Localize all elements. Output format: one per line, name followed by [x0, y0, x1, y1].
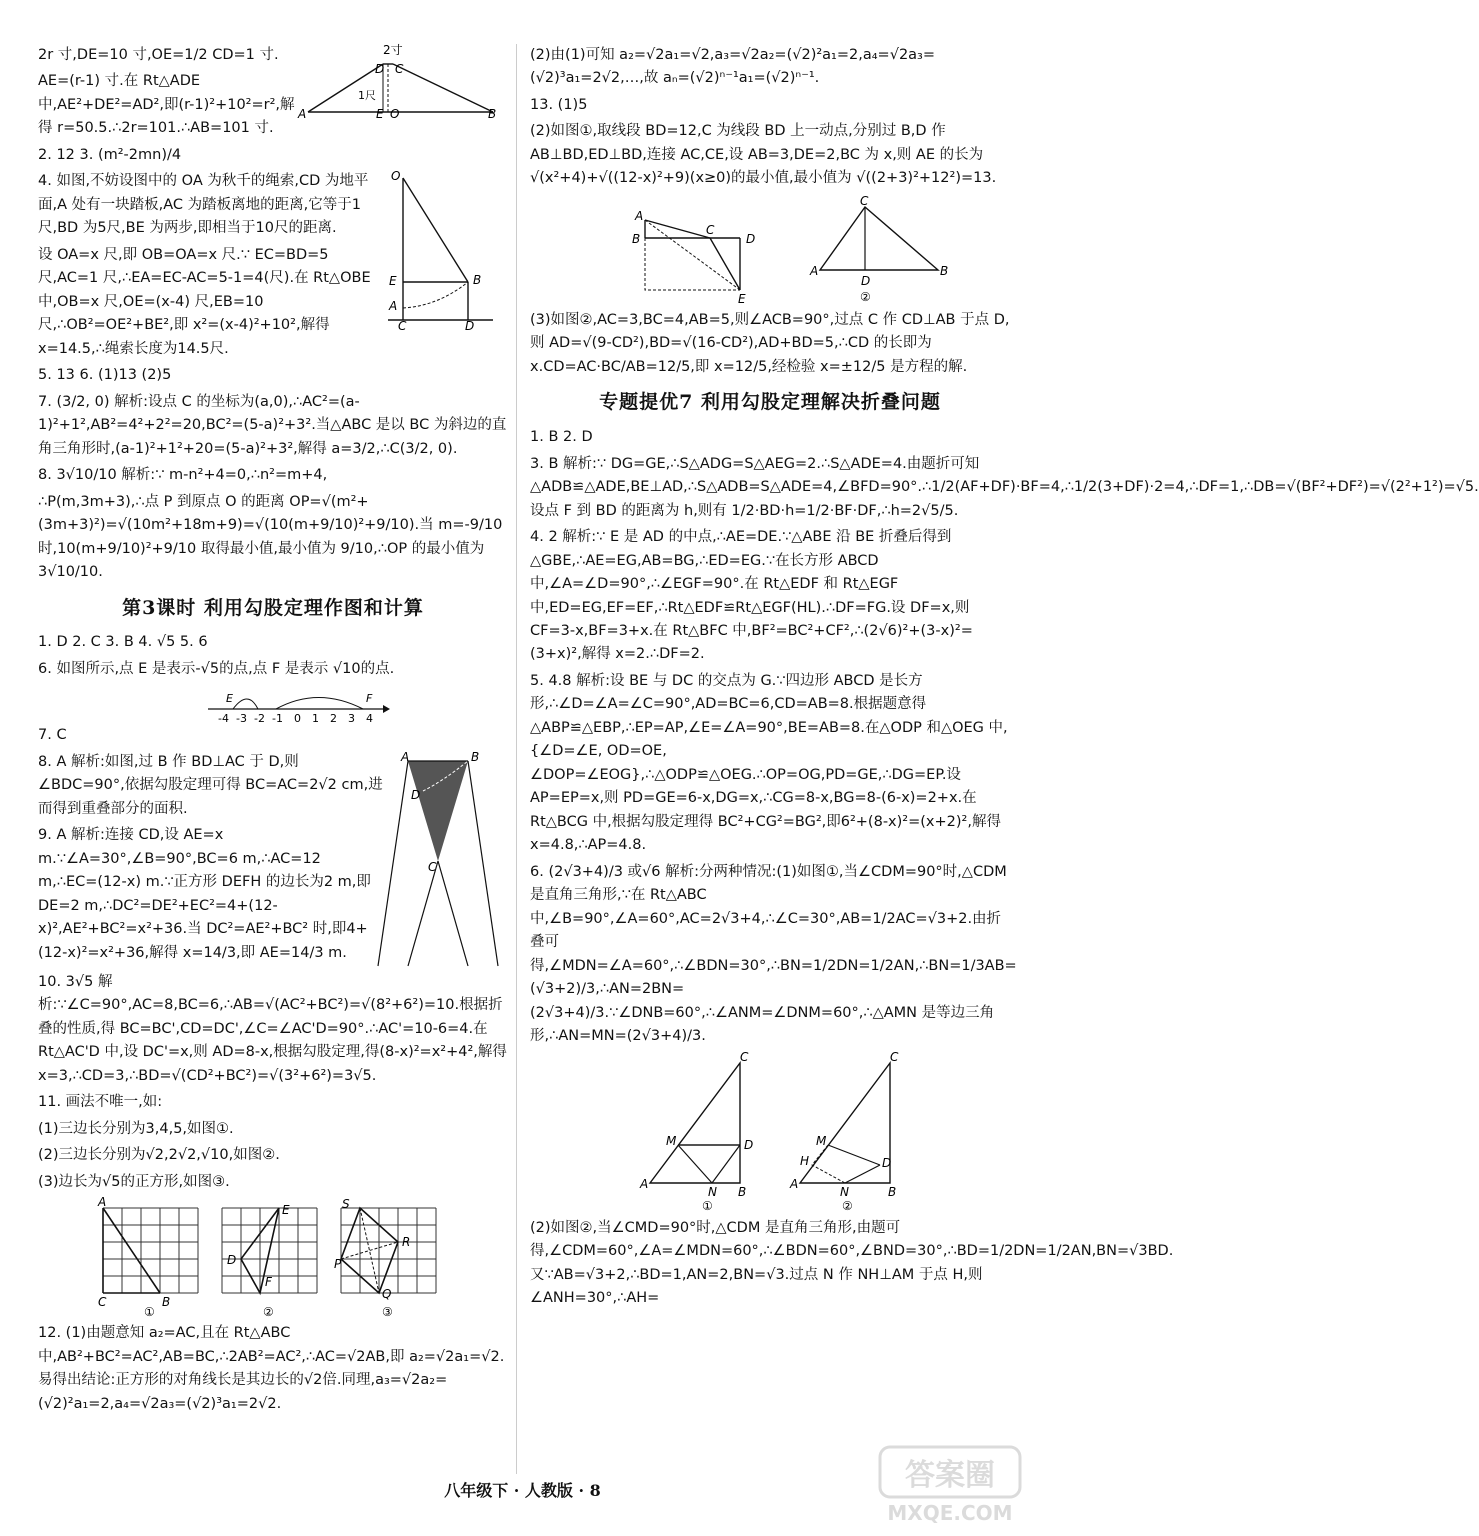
svg-text:答案圈: 答案圈	[905, 1458, 995, 1493]
answer-line: 7. (3/2, 0) 解析:设点 C 的坐标为(a,0),∴AC²=(a-1)²+1²,AB²=4²+2²=20,BC²=(5-a)²+3².当△ABC 是以 BC 为斜边的直角三角形时,(a-1)²+1²+20=(5-a)²+3²,解得 a=3/2,∴C(3/2, 0).	[38, 393, 507, 457]
answer-line: AE=(r-1) 寸.在 Rt△ADE 中,AE²+DE²=AD²,即(r-1)²+10²=r²,解得 r=50.5.∴2r=101.∴AB=101 寸.	[38, 73, 295, 137]
fig-label: B	[888, 1184, 897, 1199]
point-label: E	[226, 692, 233, 706]
tick-label: 2	[330, 712, 337, 726]
fig-caption: ①	[144, 1305, 155, 1320]
answer-line: 3. B 解析:∵ DG=GE,∴S△ADG=S△AEG=2.∴S△ADE=4.由题折可知△ADB≌△ADE,BE⊥AD,∴S△ADB=S△ADE=4,∠BFD=90°.∴1/2(AF+DF)·BF=4,∴1/2(3+DF)·2=4,∴DF=1,∴DB=√(BF²+DF²)=√(2²+1²)=√5.设点 F 到 BD 的距离为 h,则有 1/2·BD·h=1/2·BF·DF,∴h=2√5/5.	[530, 455, 1479, 519]
answer-line: 10. 3√5 解析:∵∠C=90°,AC=8,BC=6,∴AB=√(AC²+BC²)=√(8²+6²)=10.根据折叠的性质,得 BC=BC',CD=DC',∠C=∠AC'D=90°.∴AC'=10-6=4.在 Rt△AC'D 中,设 DC'=x,则 AD=8-x,根据勾股定理,得(8-x)²=x²+4²,解得 x=3,∴CD=3,∴BD=√(CD²+BC²)=√(3²+6²)=3√5.	[38, 973, 507, 1084]
answer-line: ∴P(m,3m+3),∴点 P 到原点 O 的距离 OP=√(m²+(3m+3)²)=√(10m²+18m+9)=√(10(m+9/10)²+9/10).当 m=-9/10 时,10(m+9/10)²+9/10 取得最小值,最小值为 9/10,∴OP 的最小值为 3√10/10.	[38, 493, 503, 581]
fig-label: N	[840, 1184, 849, 1199]
fig-label: O	[390, 107, 400, 121]
fig-label: P	[334, 1257, 342, 1272]
fig-label: D	[861, 273, 871, 288]
left-column	[38, 44, 508, 1419]
number-line-figure	[28, 684, 498, 724]
fig-label: 2寸	[383, 43, 403, 57]
answer-line: 8. 3√10/10 解析:∵ m-n²+4=0,∴n²=m+4,	[38, 467, 328, 484]
fig-label: A	[635, 208, 644, 223]
answer-line: 6. 如图所示,点 E 是表示-√5的点,点 F 是表示 √10的点.	[38, 660, 395, 677]
tick-label: 4	[366, 712, 373, 726]
answer-line: 2r 寸,DE=10 寸,OE=1/2 CD=1 寸.	[38, 47, 279, 63]
fig-label: E	[738, 291, 746, 306]
fig-label: R	[402, 1235, 411, 1250]
fig-label: C	[98, 1295, 107, 1310]
fig-label: H	[800, 1153, 810, 1168]
fig-label: A	[640, 1176, 649, 1191]
fig-label: A	[401, 749, 410, 764]
fig13-figure-2	[810, 195, 950, 305]
answer-line: 设 OA=x 尺,即 OB=OA=x 尺.∵ EC=BD=5 尺,AC=1 尺,∴EA=EC-AC=5-1=4(尺).在 Rt△OBE 中,OB=x 尺,OE=(x-4) 尺,EB=10 尺,∴OB²=OE²+BE²,即 x²=(x-4)²+10²,解得 x=14.5,∴绳索长度为14.5尺.	[38, 246, 371, 357]
fig-caption: ①	[702, 1198, 713, 1213]
fig-label: O	[391, 169, 401, 184]
fig-label: D	[746, 231, 756, 246]
fig-label: E	[389, 274, 397, 289]
page-footer: 八年级下 · 人教版 · 8	[444, 1481, 601, 1500]
tick-label: -4	[218, 712, 229, 726]
fig-label: A	[810, 263, 819, 278]
fig-label: D	[882, 1155, 892, 1170]
fig-label: M	[666, 1133, 677, 1148]
answer-line: (3)边长为√5的正方形,如图③.	[38, 1173, 230, 1190]
fig-label: B	[473, 273, 482, 288]
grid-figure-3	[336, 1198, 441, 1318]
tick-label: 0	[294, 712, 301, 726]
fig13-row	[630, 195, 1010, 305]
point-label: F	[366, 692, 373, 706]
answer-line: (2)如图②,当∠CMD=90°时,△CDM 是直角三角形,由题可得,∠CDM=60°,∠A=∠MDN=60°,∴∠BDN=60°,∠BND=30°,∴BD=1/2DN=1/2AN,BN=√3BD.又∵AB=√3+2,∴BD=1,AN=2,BN=√3.过点 N 作 NH⊥AM 于点 H,则∠ANH=30°,∴AH=	[530, 1219, 1174, 1307]
fig-label: B	[162, 1295, 171, 1310]
fig-label: D	[744, 1137, 754, 1152]
svg-text:MXQE.COM: MXQE.COM	[887, 1501, 1013, 1525]
answer-line: 6. (2√3+4)/3 或√6 解析:分两种情况:(1)如图①,当∠CDM=90°时,△CDM 是直角三角形,∵在 Rt△ABC 中,∠B=90°,∠A=60°,AC=2√3+4,∴∠C=30°,AB=1/2AC=√3+2.由折叠可得,∠MDN=∠A=60°,∴∠BDN=30°,∴BN=1/2DN=1/2AN,∴BN=1/3AB=(√3+2)/3,∴AN=2BN=(2√3+4)/3.∵∠DNB=60°,∴∠ANM=∠DNM=60°,∴△AMN 是等边三角形,∴AN=MN=(2√3+4)/3.	[530, 863, 1017, 1045]
fig-label: F	[265, 1275, 272, 1290]
fig-label: D	[375, 62, 385, 76]
watermark-logo	[870, 1442, 1030, 1527]
fig-label: E	[376, 107, 384, 121]
fig-label: B	[940, 263, 949, 278]
arc-figure	[298, 44, 503, 119]
tick-label: -3	[236, 712, 247, 726]
answer-line: 13. (1)5	[530, 96, 588, 113]
fig-label: D	[411, 787, 421, 802]
section-heading: 第3课时 利用勾股定理作图和计算	[122, 596, 424, 619]
swing-figure	[383, 169, 503, 334]
answer-line: 8. A 解析:如图,过 B 作 BD⊥AC 于 D,则∠BDC=90°,依据勾股定理可得 BC=AC=2√2 cm,进而得到重叠部分的面积.	[38, 753, 383, 817]
fig-label: S	[342, 1197, 350, 1212]
grid-figure-2	[217, 1198, 322, 1318]
fig-label: D	[227, 1253, 237, 1268]
overlap-strip-figure	[383, 751, 508, 971]
fig-label: A	[389, 299, 398, 314]
right-column	[530, 44, 1479, 1314]
fig-caption: ③	[382, 1305, 393, 1320]
left-top-row	[38, 44, 508, 144]
fig6-row	[640, 1049, 1010, 1213]
answer-line: (1)三边长分别为3,4,5,如图①.	[38, 1120, 234, 1137]
answer-line: 4. 如图,不妨设图中的 OA 为秋千的绳索,CD 为地平面,A 处有一块踏板,AC 为踏板离地的距离,它等于1尺,BD 为5尺,BE 为两步,即相当于10尺的距离.	[38, 173, 369, 237]
answer-line: (2)三边长分别为√2,2√2,√10,如图②.	[38, 1147, 280, 1164]
answer-line: 12. (1)由题意知 a₂=AC,且在 Rt△ABC 中,AB²+BC²=AC²,AB=BC,∴2AB²=AC²,∴AC=√2AB,即 a₂=√2a₁=√2.易得出结论:正方形的对角线长是其边长的√2倍.同理,a₃=√2a₂=(√2)²a₁=2,a₄=√2a₃=(√2)³a₁=2√2.	[38, 1325, 505, 1412]
grid-figures	[98, 1195, 508, 1320]
answer-line: 5. 4.8 解析:设 BE 与 DC 的交点为 G.∵四边形 ABCD 是长方形,∴∠D=∠A=∠C=90°,AD=BC=6,CD=AB=8.根据题意得△ABP≌△EBP,∴EP=AP,∠E=∠A=90°,BE=AB=8.在△ODP 和△OEG 中,{∠D=∠E, OD=OE, ∠DOP=∠EOG},∴△ODP≌△OEG.∴OP=OG,PD=GE,∴DG=EP.设 AP=EP=x,则 PD=GE=6-x,DG=x,∴CG=8-x,BG=8-(6-x)=2+x.在 Rt△BCG 中,根据勾股定理得 BC²+CG²=BG²,即6²+(8-x)²=(x+2)²,解得 x=4.8,∴AP=4.8.	[530, 672, 1008, 854]
fig-caption: ②	[860, 289, 871, 304]
fig-caption: ②	[263, 1305, 274, 1320]
tick-label: 3	[348, 712, 355, 726]
fig-label: C	[428, 859, 437, 874]
fig-label: E	[282, 1203, 290, 1218]
fig-label: B	[471, 749, 480, 764]
tick-label: -2	[254, 712, 265, 726]
fig-label: C	[395, 62, 404, 76]
fig6-figure-2	[790, 1049, 910, 1213]
answer-line: 11. 画法不唯一,如:	[38, 1094, 163, 1111]
fig-label: A	[298, 107, 307, 121]
fig-label: 1尺	[358, 89, 376, 102]
fig-label: C	[740, 1049, 749, 1064]
fig-label: C	[706, 222, 715, 237]
answer-line: 9. A 解析:连接 CD,设 AE=x m.∵∠A=30°,∠B=90°,BC=6 m,∴AC=12 m,∴EC=(12-x) m.∵正方形 DEFH 的边长为2 m,即 DE=2 m,∴DC²=DE²+EC²=4+(12-x)²,AE²+BC²=x²+36.当 DC²=AE²+BC² 时,即4+(12-x)²=x²+36,解得 x=14/3,即 AE=14/3 m.	[38, 827, 371, 961]
fig-label: N	[708, 1184, 717, 1199]
fig-label: B	[488, 107, 497, 121]
answer-line: 4. 2 解析:∵ E 是 AD 的中点,∴AE=DE.∵△ABE 沿 BE 折叠后得到△GBE,∴AE=EG,AB=BG,∴ED=EG.∵在长方形 ABCD 中,∠A=∠D=90°,∴∠EGF=90°.在 Rt△EDF 和 Rt△EGF 中,ED=EG,EF=EF,∴Rt△EDF≌Rt△EGF(HL).∴DF=FG.设 DF=x,则 CF=3-x,BF=3+x.在 Rt△BFC 中,BF²=BC²+CF²,∴(2√6)²+(3-x)²=(3+x)²,解得 x=2.∴DF=2.	[530, 529, 973, 663]
fig-label: Q	[382, 1287, 392, 1302]
answer-line: 2. 12 3. (m²-2mn)/4	[38, 146, 182, 163]
fig-label: C	[860, 193, 869, 208]
fig-label: A	[790, 1176, 799, 1191]
fig-label: D	[465, 319, 475, 334]
answer-line: 1. D 2. C 3. B 4. √5 5. 6	[38, 634, 208, 651]
answer-line: 5. 13 6. (1)13 (2)5	[38, 367, 172, 384]
fig6-figure-1	[640, 1049, 760, 1213]
swing-row	[38, 170, 508, 364]
strip-row	[38, 751, 508, 971]
tick-label: 1	[312, 712, 319, 726]
fig-label: A	[98, 1195, 107, 1210]
fig-label: M	[816, 1133, 827, 1148]
fig-label: C	[890, 1049, 899, 1064]
section-heading: 专题提优7 利用勾股定理解决折叠问题	[599, 391, 941, 414]
fig-label: B	[738, 1184, 747, 1199]
answer-line: (3)如图②,AC=3,BC=4,AB=5,则∠ACB=90°,过点 C 作 CD⊥AB 于点 D,则 AD=√(9-CD²),BD=√(16-CD²),AD+BD=5,∴CD 的长即为 x.CD=AC·BC/AB=12/5,即 x=12/5,经检验 x=±12/5 是方程的解.	[530, 311, 1010, 375]
fig-caption: ②	[842, 1198, 853, 1213]
fig-label: C	[398, 319, 407, 334]
answer-line: (2)如图①,取线段 BD=12,C 为线段 BD 上一动点,分别过 B,D 作 AB⊥BD,ED⊥BD,连接 AC,CE,设 AB=3,DE=2,BC 为 x,则 AE 的长为 √(x²+4)+√((12-x)²+9)(x≥0)的最小值,最小值为 √((2+3)²+12²)=13.	[530, 123, 997, 187]
fig13-figure-1	[630, 210, 770, 305]
column-divider	[516, 44, 517, 1474]
answer-line: 7. C	[38, 727, 67, 744]
tick-label: -1	[272, 712, 283, 726]
fig-label: B	[632, 231, 641, 246]
grid-figure-1	[98, 1195, 203, 1320]
answer-line: (2)由(1)可知 a₂=√2a₁=√2,a₃=√2a₂=(√2)²a₁=2,a₄=√2a₃=(√2)³a₁=2√2,…,故 aₙ=(√2)ⁿ⁻¹a₁=(√2)ⁿ⁻¹.	[530, 47, 936, 87]
answer-line: 1. B 2. D	[530, 429, 593, 446]
